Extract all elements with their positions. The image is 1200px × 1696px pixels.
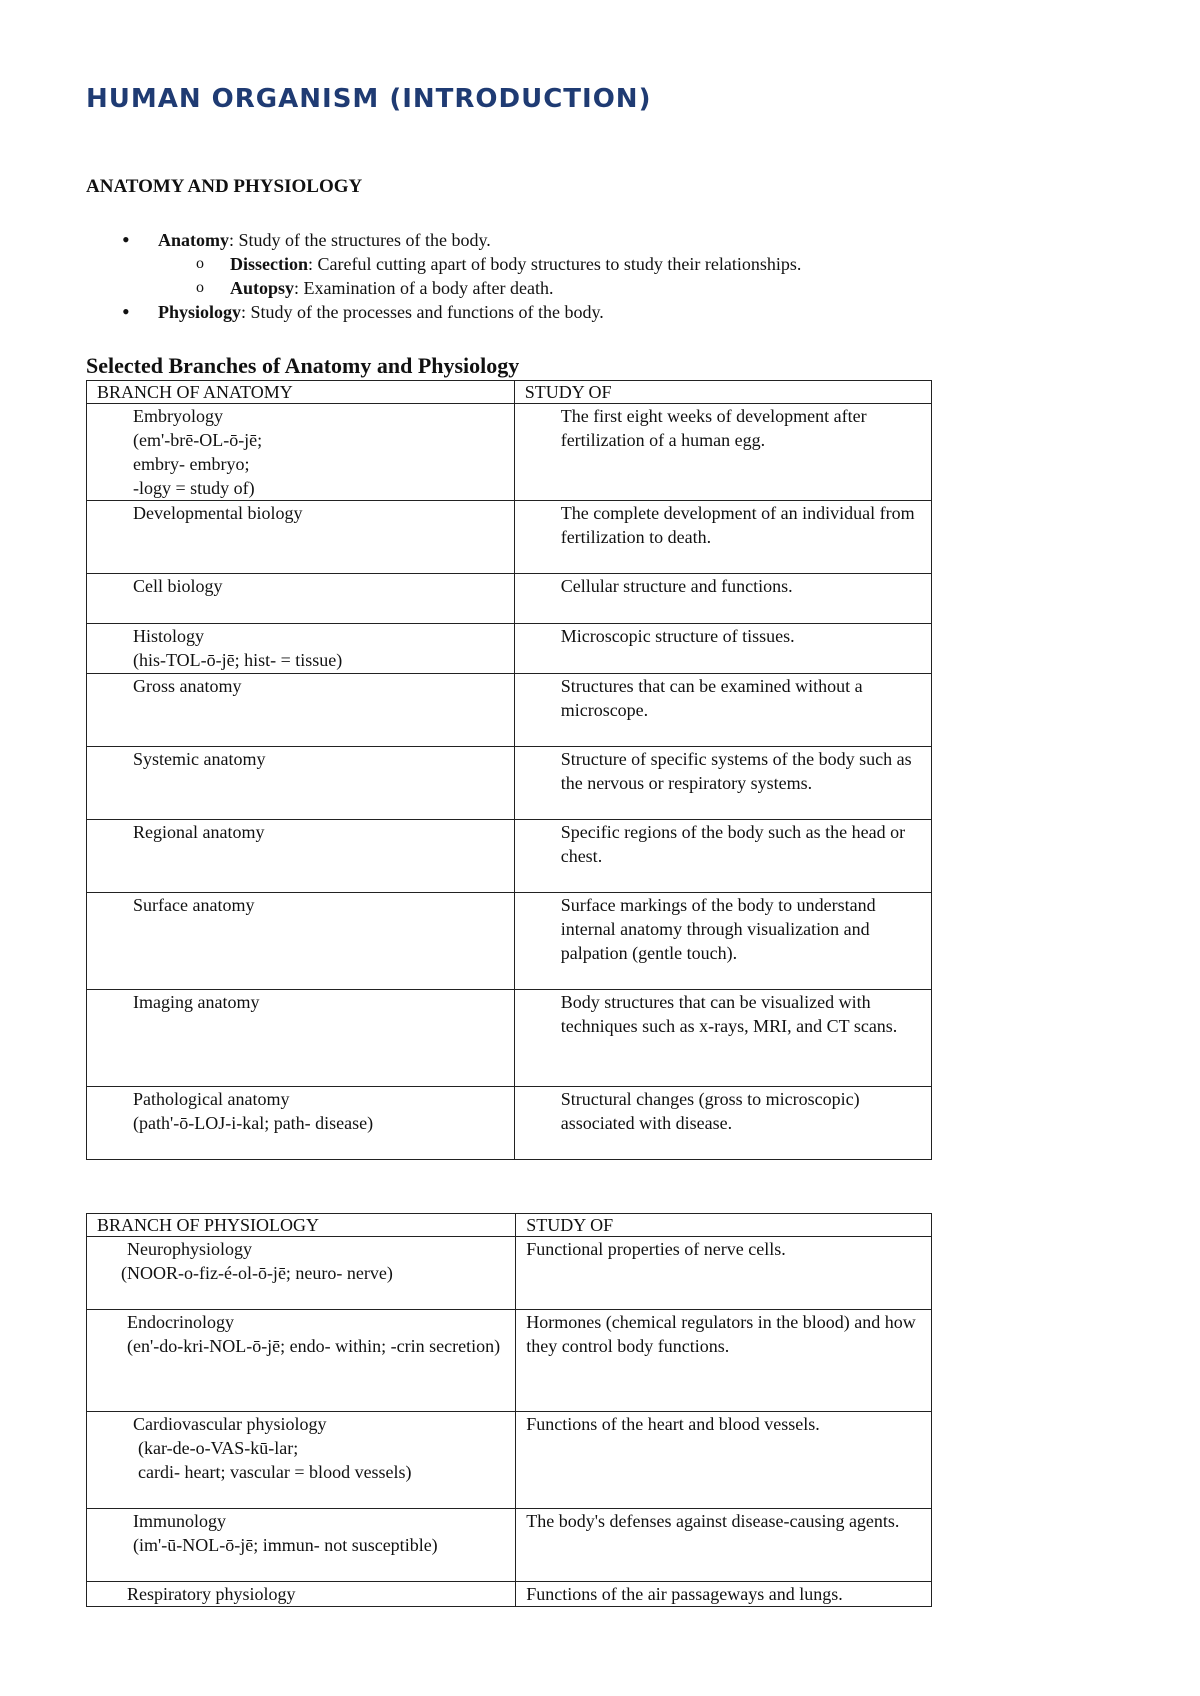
table-row [87,1310,932,1412]
branch-name: Systemic anatomy [133,749,266,769]
column-header: BRANCH OF PHYSIOLOGY [87,1214,516,1237]
branch-cell [87,1310,516,1412]
study-text: Microscopic structure of tissues. [560,626,795,646]
study-text: Surface markings of the body to understand internal anatomy through visualization and palpation (gentle touch). [560,895,876,963]
branch-cell [87,1412,516,1509]
branch-name: Embryology [133,406,223,426]
list-item-autopsy [86,276,801,300]
branch-name: Immunology [133,1511,226,1531]
study-text: The first eight weeks of development after fertilization of a human egg. [560,406,867,450]
branch-name: Surface anatomy [133,895,255,915]
study-cell [514,501,931,574]
branch-pronunciation: (kar-de-o-VAS-kū-lar; cardi- heart; vascular = blood vessels) [138,1438,412,1482]
table-row [87,674,932,747]
branch-name: Regional anatomy [133,822,265,842]
branch-name: Respiratory physiology [127,1584,296,1604]
table-header-row [87,381,932,404]
branch-pronunciation: (NOOR-o-fiz-é-ol-ō-jē; neuro- nerve) [121,1263,393,1283]
definition-list [86,228,801,324]
list-item-dissection [86,252,801,276]
definition: : Careful cutting apart of body structures to study their relationships. [308,254,802,274]
branch-cell [87,893,515,990]
study-text: Hormones (chemical regulators in the blood) and how they control body functions. [526,1312,916,1356]
column-header: BRANCH OF ANATOMY [87,381,515,404]
section-heading: ANATOMY AND PHYSIOLOGY [86,176,363,197]
column-header: STUDY OF [516,1214,932,1237]
study-text: Functions of the heart and blood vessels. [526,1414,820,1434]
branch-name: Developmental biology [133,503,303,523]
branch-name: Cardiovascular physiology [133,1414,327,1434]
table-row [87,1509,932,1582]
branch-cell [87,1582,516,1607]
study-cell [516,1237,932,1310]
document-title: HUMAN ORGANISM (INTRODUCTION) [86,84,652,114]
study-cell [514,747,931,820]
term: Dissection [230,254,308,274]
table-row [87,820,932,893]
study-cell [514,674,931,747]
branch-pronunciation: (em'-brē-OL-ō-jē; embry- embryo; -logy = study of) [133,430,263,498]
definition: : Study of the processes and functions of the body. [241,302,604,322]
branch-name: Neurophysiology [127,1239,252,1259]
study-text: The body's defenses against disease-causing agents. [526,1511,900,1531]
study-cell [516,1310,932,1412]
bullet-circle-icon: o [196,255,204,272]
branch-cell [87,1237,516,1310]
branch-cell [87,1509,516,1582]
study-cell [516,1582,932,1607]
study-text: Specific regions of the body such as the head or chest. [560,822,906,866]
study-text: Body structures that can be visualized with techniques such as x-rays, MRI, and CT scans. [560,992,898,1036]
term: Anatomy [158,230,229,250]
study-text: The complete development of an individual from fertilization to death. [560,503,915,547]
term: Autopsy [230,278,295,298]
study-cell [514,990,931,1087]
anatomy-table [86,380,932,1160]
table-row [87,574,932,624]
study-cell [516,1412,932,1509]
study-cell [514,820,931,893]
bullet-dot-icon: • [122,299,130,324]
branch-cell [87,574,515,624]
list-item-anatomy [86,228,801,252]
branch-name: Pathological anatomy [133,1089,290,1109]
table-row [87,404,932,501]
study-text: Functions of the air passageways and lungs. [526,1584,843,1604]
study-cell [514,893,931,990]
branch-cell [87,501,515,574]
table-header-row [87,1214,932,1237]
branch-pronunciation: (his-TOL-ō-jē; hist- = tissue) [133,650,343,670]
column-header: STUDY OF [514,381,931,404]
study-text: Cellular structure and functions. [560,576,793,596]
table-row [87,501,932,574]
table-row [87,1412,932,1509]
term: Physiology [158,302,242,322]
branch-cell [87,747,515,820]
study-cell [514,404,931,501]
branch-cell [87,624,515,674]
branch-cell [87,990,515,1087]
table-row [87,1087,932,1160]
branch-cell [87,820,515,893]
definition: : Study of the structures of the body. [229,230,491,250]
branch-cell [87,404,515,501]
table-row [87,624,932,674]
definition: : Examination of a body after death. [294,278,554,298]
study-cell [514,624,931,674]
bullet-circle-icon: o [196,279,204,296]
table-caption: Selected Branches of Anatomy and Physiology [86,353,520,378]
study-text: Structures that can be examined without a microscope. [560,676,863,720]
table-row [87,893,932,990]
table-row [87,990,932,1087]
table-row [87,1237,932,1310]
branch-name: Imaging anatomy [133,992,260,1012]
study-cell [514,574,931,624]
table-row [87,747,932,820]
branch-name: Endocrinology [127,1312,234,1332]
study-cell [516,1509,932,1582]
branch-pronunciation: (path'-ō-LOJ-i-kal; path- disease) [133,1113,374,1133]
branch-name: Histology [133,626,205,646]
branch-cell [87,674,515,747]
study-text: Structure of specific systems of the body such as the nervous or respiratory systems. [560,749,912,793]
list-item-physiology [86,300,801,324]
branch-name: Cell biology [133,576,223,596]
branch-pronunciation: (en'-do-kri-NOL-ō-jē; endo- within; -crin secretion) [127,1336,501,1356]
branch-pronunciation: (im'-ū-NOL-ō-jē; immun- not susceptible) [133,1535,438,1555]
branch-cell [87,1087,515,1160]
branch-name: Gross anatomy [133,676,242,696]
physiology-table [86,1213,932,1607]
study-text: Structural changes (gross to microscopic) associated with disease. [560,1089,860,1133]
study-cell [514,1087,931,1160]
table-row [87,1582,932,1607]
bullet-dot-icon: • [122,227,130,252]
study-text: Functional properties of nerve cells. [526,1239,786,1259]
